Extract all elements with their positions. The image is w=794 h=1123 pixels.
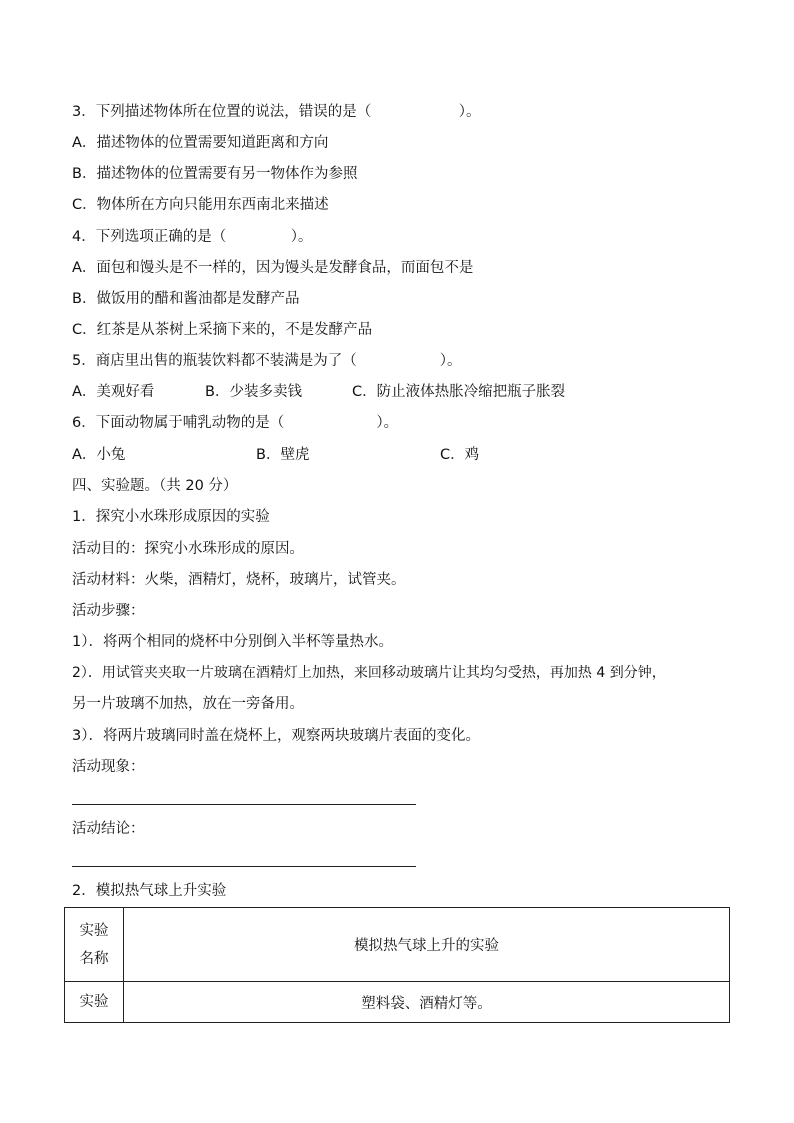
question-3-stem: 3．下列描述物体所在位置的说法，错误的是（ ）。 bbox=[72, 104, 481, 120]
experiment-1-title: 1．探究小水珠形成原因的实验 bbox=[72, 509, 270, 525]
question-4-stem: 4．下列选项正确的是（ ）。 bbox=[72, 229, 313, 245]
experiment-materials-value: 塑料袋、酒精灯等。 bbox=[124, 982, 730, 1023]
question-4-option-a: A．面包和馒头是不一样的，因为馒头是发酵食品，而面包不是 bbox=[72, 260, 474, 276]
question-6-stem: 6．下面动物属于哺乳动物的是（ ）。 bbox=[72, 415, 399, 431]
question-6-option-b: B．壁虎 bbox=[256, 447, 310, 463]
question-4-option-c: C．红茶是从茶树上采摘下来的，不是发酵产品 bbox=[72, 322, 373, 338]
experiment-1-step-2-continued: 另一片玻璃不加热，放在一旁备用。 bbox=[72, 696, 304, 712]
question-5-stem: 5．商店里出售的瓶装饮料都不装满是为了（ ）。 bbox=[72, 353, 462, 369]
experiment-1-step-3: 3）．将两片玻璃同时盖在烧杯上，观察两块玻璃片表面的变化。 bbox=[72, 728, 480, 744]
experiment-materials-label: 实验 bbox=[65, 982, 124, 1023]
experiment-1-step-1: 1）．将两个相同的烧杯中分别倒入半杯等量热水。 bbox=[72, 634, 393, 650]
question-5-option-b: B．少装多卖钱 bbox=[205, 384, 302, 400]
table-row bbox=[65, 982, 730, 1023]
conclusion-answer-line[interactable] bbox=[72, 866, 416, 867]
section-heading: 四、实验题。（共 20 分） bbox=[72, 478, 238, 494]
question-5-option-c: C．防止液体热胀冷缩把瓶子胀裂 bbox=[352, 384, 566, 400]
question-4-option-b: B．做饭用的醋和酱油都是发酵产品 bbox=[72, 291, 300, 307]
experiment-1-purpose: 活动目的：探究小水珠形成的原因。 bbox=[72, 541, 304, 557]
question-3-option-a: A．描述物体的位置需要知道距离和方向 bbox=[72, 135, 329, 151]
experiment-2-table bbox=[64, 907, 730, 1023]
question-6-option-c: C．鸡 bbox=[440, 447, 480, 463]
table-row bbox=[65, 908, 730, 982]
phenomenon-answer-line[interactable] bbox=[72, 804, 416, 805]
phenomenon-label: 活动现象： bbox=[72, 759, 145, 775]
experiment-1-steps-label: 活动步骤： bbox=[72, 603, 145, 619]
experiment-name-value: 模拟热气球上升的实验 bbox=[124, 908, 730, 982]
experiment-name-label bbox=[65, 908, 124, 982]
question-3-option-b: B．描述物体的位置需要有另一物体作为参照 bbox=[72, 166, 358, 182]
label-line-2: 名称 bbox=[79, 950, 109, 967]
question-3-option-c: C．物体所在方向只能用东西南北来描述 bbox=[72, 197, 329, 213]
question-6-option-a: A．小兔 bbox=[72, 447, 126, 463]
conclusion-label: 活动结论： bbox=[72, 821, 145, 837]
experiment-2-title: 2．模拟热气球上升实验 bbox=[72, 883, 227, 899]
label-line-1: 实验 bbox=[79, 922, 109, 939]
question-5-option-a: A．美观好看 bbox=[72, 384, 155, 400]
experiment-1-step-2: 2）．用试管夹夹取一片玻璃在酒精灯上加热，来回移动玻璃片让其均匀受热，再加热 4 到分钟， bbox=[72, 665, 666, 681]
experiment-1-materials: 活动材料：火柴，酒精灯，烧杯，玻璃片，试管夹。 bbox=[72, 572, 406, 588]
